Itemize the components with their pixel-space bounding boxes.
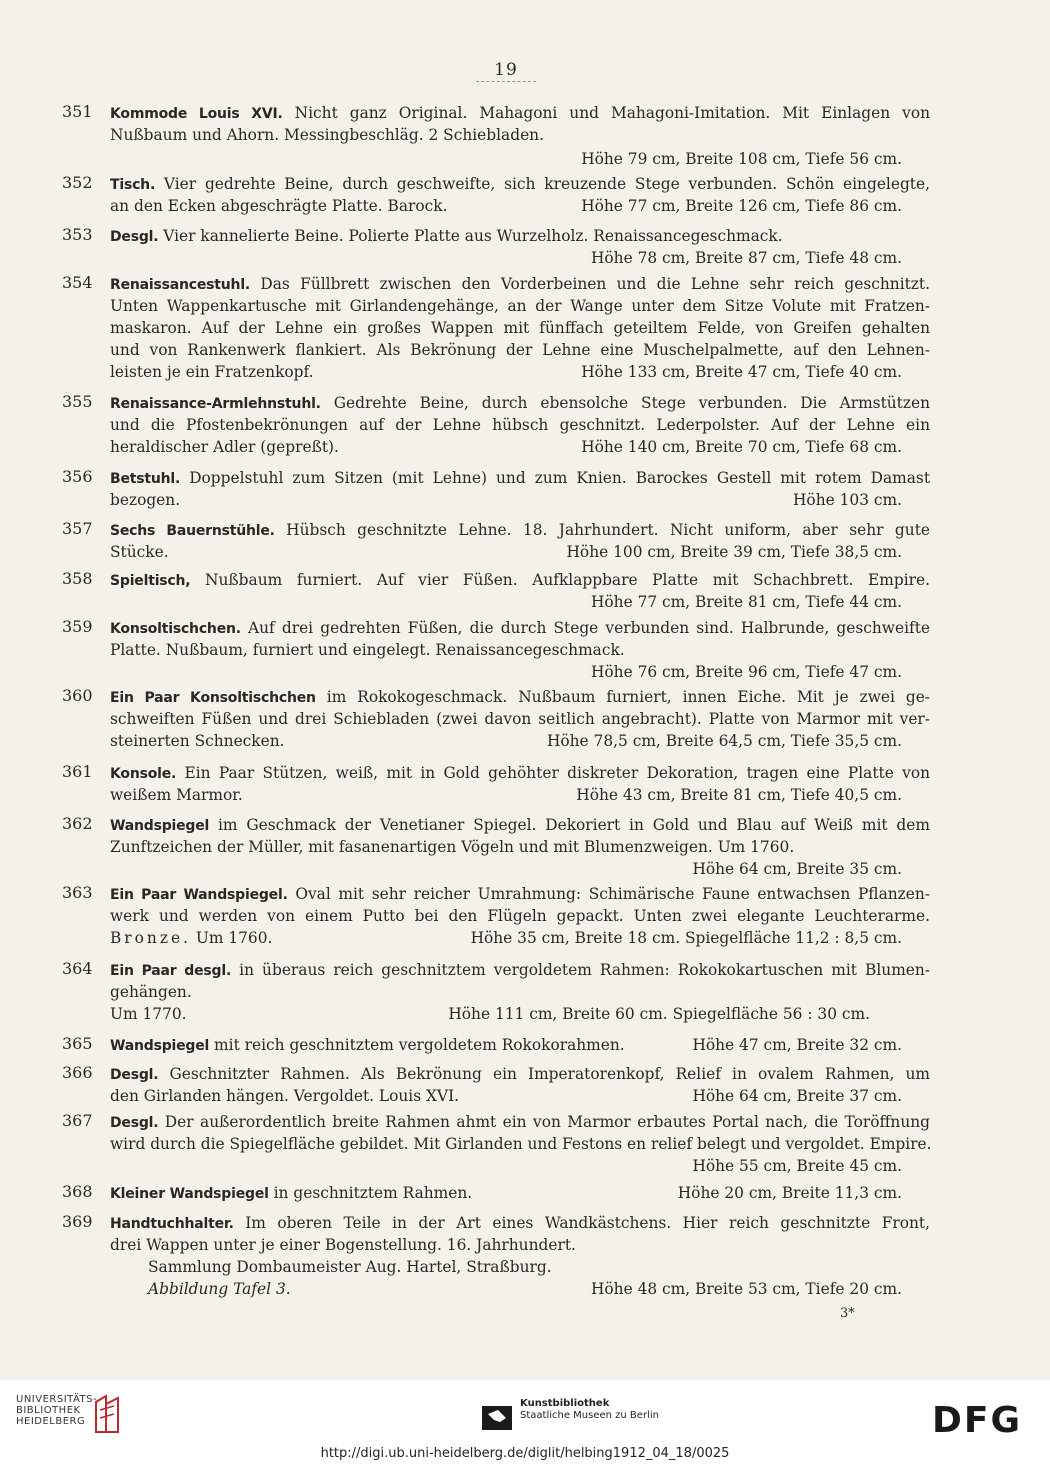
entry-text: Ein Paar Stützen, weiß, mit in Gold gehöhter diskreter Dekoration, tragen eine Platte von bbox=[176, 764, 930, 782]
entry-title: Wandspiegel bbox=[110, 1038, 210, 1054]
dimensions: Höhe 43 cm, Breite 81 cm, Tiefe 40,5 cm. bbox=[576, 786, 902, 804]
entry-line: und von Rankenwerk flankiert. Als Bekrönung der Lehne eine Muschelpalmette, auf den Lehnen- bbox=[110, 341, 930, 359]
entry-title: Konsole. bbox=[110, 766, 177, 782]
dimensions: Höhe 133 cm, Breite 47 cm, Tiefe 40 cm. bbox=[581, 363, 902, 381]
lot-number: 353 bbox=[62, 225, 93, 244]
illustration-reference: Abbildung Tafel 3. bbox=[148, 1280, 291, 1298]
entry-line: drei Wappen unter je einer Bogenstellung. 16. Jahrhundert. bbox=[110, 1236, 576, 1254]
entry-line bbox=[110, 617, 930, 640]
lot-number: 365 bbox=[62, 1034, 93, 1053]
logo-text: BIBLIOTHEK bbox=[16, 1405, 81, 1416]
entry-text: im Geschmack der Venetianer Spiegel. Dekoriert in Gold und Blau auf Weiß mit dem bbox=[209, 816, 930, 834]
entry-line: und die Pfostenbekrönungen auf der Lehne hübsch geschnitzt. Lederpolster. Auf der Lehne ein bbox=[110, 416, 930, 434]
entry-line bbox=[110, 1111, 930, 1134]
dimensions: Höhe 35 cm, Breite 18 cm. Spiegelfläche 11,2 : 8,5 cm. bbox=[470, 929, 902, 947]
entry-line: Platte. Nußbaum, furniert und eingelegt. Renaissancegeschmack. bbox=[110, 641, 625, 659]
entry-title: Ein Paar desgl. bbox=[110, 963, 232, 979]
kunstbibliothek-logo-icon bbox=[480, 1400, 514, 1438]
dfg-logo[interactable]: DFG bbox=[932, 1400, 1023, 1441]
entry-text: Vier kannelierte Beine. Polierte Platte aus Wurzelholz. Renaissancegeschmack. bbox=[158, 227, 783, 245]
lot-number: 361 bbox=[62, 762, 93, 781]
entry-text: Um 1760. bbox=[190, 929, 273, 947]
source-url[interactable]: http://digi.ub.uni-heidelberg.de/diglit/helbing1912_04_18/0025 bbox=[320, 1446, 730, 1461]
dimensions: Höhe 20 cm, Breite 11,3 cm. bbox=[677, 1184, 902, 1202]
signature-mark: 3* bbox=[840, 1306, 855, 1321]
lot-number: 368 bbox=[62, 1182, 93, 1201]
entry-line bbox=[110, 883, 930, 906]
lot-number: 351 bbox=[62, 102, 93, 121]
entry-line: Um 1770. bbox=[110, 1005, 187, 1023]
lot-number: 369 bbox=[62, 1212, 93, 1231]
entry-text: Der außerordentlich breite Rahmen ahmt ein von Marmor erbautes Portal nach, die Toröffnung bbox=[158, 1113, 930, 1131]
entry-line: Unten Wappenkartusche mit Girlandengehänge, an der Wange unter dem Sitze Volute mit Fratzen- bbox=[110, 297, 930, 315]
dimensions: Höhe 111 cm, Breite 60 cm. Spiegelfläche 56 : 30 cm. bbox=[448, 1005, 870, 1023]
logo-text: Kunstbibliothek bbox=[520, 1398, 610, 1409]
entry-text: Nußbaum furniert. Auf vier Füßen. Aufklappbare Platte mit Schachbrett. Empire. bbox=[190, 571, 930, 589]
entry-text: Gedrehte Beine, durch ebensolche Stege verbunden. Die Armstützen bbox=[320, 394, 930, 412]
material-label: Bronze. bbox=[110, 929, 191, 947]
entry-line: an den Ecken abgeschrägte Platte. Barock. bbox=[110, 197, 448, 215]
entry-title: Ein Paar Konsoltischchen bbox=[110, 690, 316, 706]
entry-title: Sechs Bauernstühle. bbox=[110, 523, 275, 539]
entry-line bbox=[110, 225, 930, 248]
entry-title: Handtuchhalter. bbox=[110, 1216, 234, 1232]
entry-text: mit reich geschnitztem vergoldetem Rokokorahmen. bbox=[209, 1036, 625, 1054]
entry-title: Betstuhl. bbox=[110, 471, 181, 487]
kunstbibliothek-label[interactable] bbox=[520, 1398, 659, 1422]
entry-line: Stücke. bbox=[110, 543, 169, 561]
entry-title: Kleiner Wandspiegel bbox=[110, 1186, 269, 1202]
lot-number: 360 bbox=[62, 686, 93, 705]
entry-title: Tisch. bbox=[110, 177, 156, 193]
lot-number: 362 bbox=[62, 814, 93, 833]
entry-line: wird durch die Spiegelfläche gebildet. Mit Girlanden und Festons en relief belegt und vergoldet. Empire. bbox=[110, 1135, 932, 1153]
page-number: 19 bbox=[476, 60, 536, 82]
entry-line: steinerten Schnecken. bbox=[110, 732, 285, 750]
entry-title: Renaissance-Armlehnstuhl. bbox=[110, 396, 321, 412]
entry-line bbox=[110, 959, 930, 982]
entry-text: Vier gedrehte Beine, durch geschweifte, sich kreuzende Stege verbunden. Schön eingelegte, bbox=[155, 175, 930, 193]
entry-line: Zunftzeichen der Müller, mit fasanenartigen Vögeln und mit Blumenzweigen. Um 1760. bbox=[110, 838, 795, 856]
footer-bar bbox=[0, 1380, 1050, 1466]
lot-number: 358 bbox=[62, 569, 93, 588]
dimensions: Höhe 64 cm, Breite 37 cm. bbox=[692, 1087, 902, 1105]
lot-number: 367 bbox=[62, 1111, 93, 1130]
dimensions: Höhe 79 cm, Breite 108 cm, Tiefe 56 cm. bbox=[581, 150, 902, 168]
dimensions: Höhe 47 cm, Breite 32 cm. bbox=[692, 1036, 902, 1054]
entry-text: in überaus reich geschnitztem vergoldetem Rahmen: Rokokokartuschen mit Blumen- bbox=[231, 961, 931, 979]
logo-text: Staatliche Museen zu Berlin bbox=[520, 1410, 659, 1421]
entry-text: Geschnitzter Rahmen. Als Bekrönung ein Imperatorenkopf, Relief in ovalem Rahmen, um bbox=[158, 1065, 930, 1083]
entry-text: Oval mit sehr reicher Umrahmung: Schimärische Faune entwachsen Pflanzen- bbox=[287, 885, 930, 903]
entry-title: Desgl. bbox=[110, 1067, 159, 1083]
entry-line bbox=[110, 686, 930, 709]
lot-number: 356 bbox=[62, 467, 93, 486]
entry-line: bezogen. bbox=[110, 491, 181, 509]
entry-line: weißem Marmor. bbox=[110, 786, 243, 804]
entry-text: Doppelstuhl zum Sitzen (mit Lehne) und zum Knien. Barockes Gestell mit rotem Damast bbox=[180, 469, 930, 487]
lot-number: 364 bbox=[62, 959, 93, 978]
entry-text: im Rokokogeschmack. Nußbaum furniert, innen Eiche. Mit je zwei ge- bbox=[315, 688, 931, 706]
entry-line bbox=[110, 1063, 930, 1086]
dimensions: Höhe 100 cm, Breite 39 cm, Tiefe 38,5 cm. bbox=[566, 543, 902, 561]
lot-number: 359 bbox=[62, 617, 93, 636]
lot-number: 354 bbox=[62, 273, 93, 292]
entry-line bbox=[110, 1212, 930, 1235]
dimensions: Höhe 103 cm. bbox=[793, 491, 902, 509]
entry-text: Das Füllbrett zwischen den Vorderbeinen und die Lehne sehr reich geschnitzt. bbox=[250, 275, 930, 293]
entry-title: Wandspiegel bbox=[110, 818, 210, 834]
entry-title: Kommode Louis XVI. bbox=[110, 106, 283, 122]
entry-line: leisten je ein Fratzenkopf. bbox=[110, 363, 314, 381]
entry-line: gehängen. bbox=[110, 983, 192, 1001]
entry-line bbox=[110, 569, 930, 592]
lot-number: 355 bbox=[62, 392, 93, 411]
dimensions: Höhe 77 cm, Breite 126 cm, Tiefe 86 cm. bbox=[581, 197, 902, 215]
entry-title: Renaissancestuhl. bbox=[110, 277, 251, 293]
entry-title: Konsoltischchen. bbox=[110, 621, 241, 637]
entry-line bbox=[110, 814, 930, 837]
dimensions: Höhe 64 cm, Breite 35 cm. bbox=[692, 860, 902, 878]
lot-number: 352 bbox=[62, 173, 93, 192]
lot-number: 366 bbox=[62, 1063, 93, 1082]
entry-line: schweiften Füßen und drei Schiebladen (zwei davon seitlich angebracht). Platte von Marmor mit ver- bbox=[110, 710, 930, 728]
lot-number: 357 bbox=[62, 519, 93, 538]
entry-line bbox=[110, 762, 930, 785]
entry-title: Ein Paar Wandspiegel. bbox=[110, 887, 288, 903]
entry-line bbox=[110, 102, 930, 125]
logo-text: UNIVERSITÄTS- bbox=[16, 1394, 98, 1405]
entry-text: Hübsch geschnitzte Lehne. 18. Jahrhundert. Nicht uniform, aber sehr gute bbox=[274, 521, 930, 539]
dimensions: Höhe 77 cm, Breite 81 cm, Tiefe 44 cm. bbox=[590, 593, 902, 611]
lot-number: 363 bbox=[62, 883, 93, 902]
dimensions: Höhe 78,5 cm, Breite 64,5 cm, Tiefe 35,5 cm. bbox=[546, 732, 902, 750]
dimensions: Höhe 78 cm, Breite 87 cm, Tiefe 48 cm. bbox=[590, 249, 902, 267]
logo-text: HEIDELBERG bbox=[16, 1416, 86, 1427]
entry-line: Nußbaum und Ahorn. Messingbeschläg. 2 Schiebladen. bbox=[110, 126, 544, 144]
entry-title: Desgl. bbox=[110, 1115, 159, 1131]
dimensions: Höhe 76 cm, Breite 96 cm, Tiefe 47 cm. bbox=[590, 663, 902, 681]
entry-line bbox=[110, 173, 930, 196]
dimensions: Höhe 48 cm, Breite 53 cm, Tiefe 20 cm. bbox=[590, 1280, 902, 1298]
entry-text: Im oberen Teile in der Art eines Wandkästchens. Hier reich geschnitzte Front, bbox=[233, 1214, 930, 1232]
entry-line bbox=[110, 519, 930, 542]
university-library-logo[interactable] bbox=[16, 1394, 97, 1427]
entry-line bbox=[110, 467, 930, 490]
heidelberg-emblem-icon bbox=[92, 1392, 124, 1440]
entry-line: maskaron. Auf der Lehne ein großes Wappen mit fünffach geteiltem Felde, von Greifen gehalten bbox=[110, 319, 930, 337]
entry-line: werk und werden von einem Putto bei den Flügeln gepackt. Unten zwei elegante Leuchterarme. bbox=[110, 907, 930, 925]
entry-line bbox=[110, 273, 930, 296]
entry-line: den Girlanden hängen. Vergoldet. Louis XVI. bbox=[110, 1087, 460, 1105]
dimensions: Höhe 55 cm, Breite 45 cm. bbox=[692, 1157, 902, 1175]
entry-line: heraldischer Adler (gepreßt). bbox=[110, 438, 339, 456]
entry-text: Nicht ganz Original. Mahagoni und Mahagoni-Imitation. Mit Einlagen von bbox=[282, 104, 931, 122]
entry-title: Spieltisch, bbox=[110, 573, 191, 589]
entry-text: Auf drei gedrehten Füßen, die durch Stege verbunden sind. Halbrunde, geschweifte bbox=[240, 619, 930, 637]
entry-line bbox=[110, 392, 930, 415]
entry-title: Desgl. bbox=[110, 229, 159, 245]
provenance: Sammlung Dombaumeister Aug. Hartel, Straßburg. bbox=[148, 1258, 552, 1276]
entry-text: in geschnitztem Rahmen. bbox=[268, 1184, 473, 1202]
dimensions: Höhe 140 cm, Breite 70 cm, Tiefe 68 cm. bbox=[581, 438, 902, 456]
